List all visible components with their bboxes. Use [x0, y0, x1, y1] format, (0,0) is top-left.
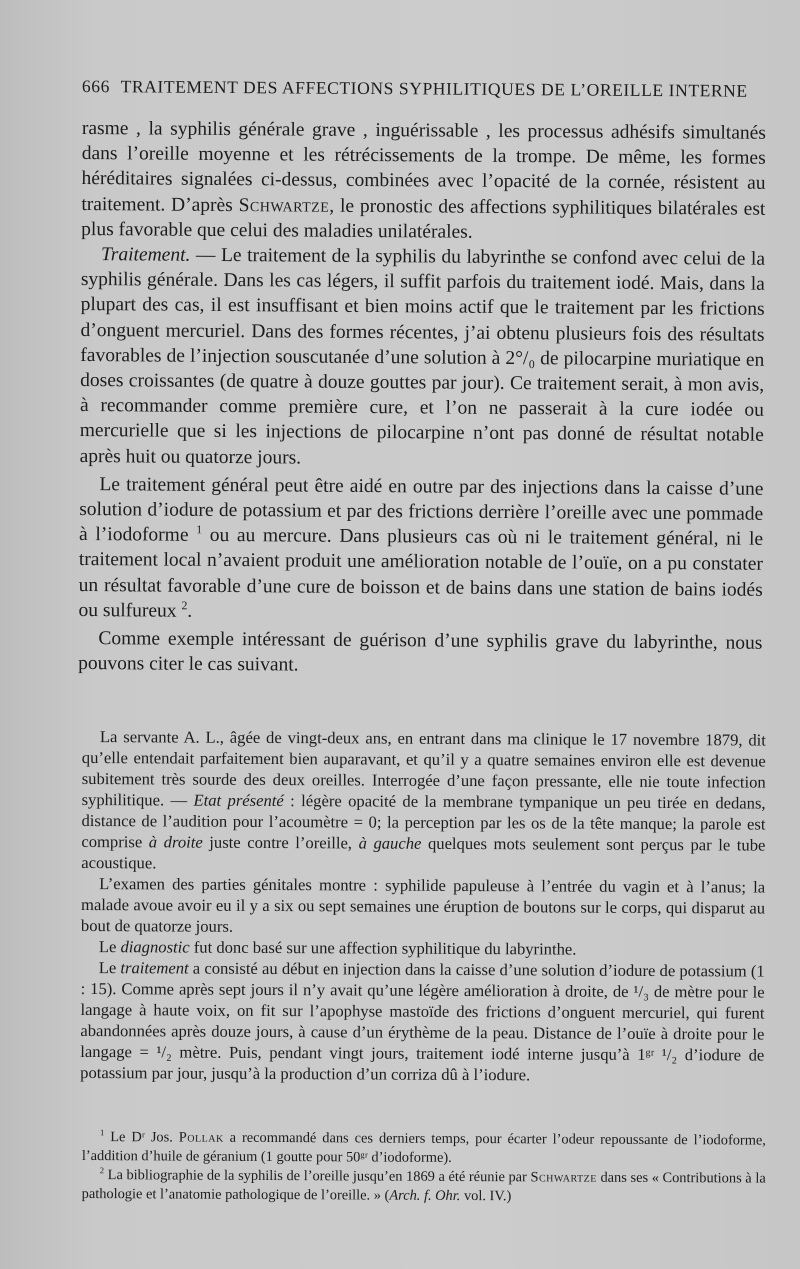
running-title: TRAITEMENT DES AFFECTIONS SYPHILITIQUES DE L’OREILLE INTERNE — [120, 76, 748, 101]
journal-title: Arch. f. Ohr. — [389, 1187, 461, 1204]
italic-term: diagnostic — [120, 937, 190, 957]
text-run: quelques mots seulement sont perçus par le tube acoustique. — [81, 833, 766, 873]
text-run: ou au mercure. Dans plusieurs cas où ni le traitement général, ni le traitement local n’avaient produit une amélioration notable de l’ouïe, on a pu constater un résultat favorable d’une cure de boisson et de bains dans une station de bains iodés ou sulfureux — [78, 525, 764, 622]
text-run: — Le traitement de la syphilis du labyrinthe se confond avec celui de la syphilis générale. Dans les cas légers, il suffit parfois du traitement iodé. Mais, dans la plupart des cas, il est insuffisant et bien moins actif que le traitement par les frictions d’onguent mercuriel. Dans des formes récentes, j’ai obtenu plusieurs fois des résultats favorables de l’injection souscutanée d’une solution à 2°/₀ de pilocarpine muriatique en doses croissantes (de quatre à douze gouttes par jour). Ce traitement serait, à mon avis, à recommander comme première cure, et l’on ne passerait à la cure iodée ou mercurielle que si les injections de pilocarpine n’ont pas donné de résultat notable après huit ou quatorze jours. — [79, 244, 766, 469]
italic-term: traitement — [120, 958, 189, 978]
paragraph-prognosis — [81, 116, 766, 247]
footnote-mark: 1 — [99, 1127, 105, 1138]
paragraph-treatment — [80, 242, 766, 474]
footnote-ref-2: 2 — [181, 599, 188, 613]
running-header — [82, 76, 772, 102]
footnote-2 — [82, 1166, 766, 1208]
italic-term: à droite — [148, 832, 203, 852]
page-number: 666 — [81, 76, 111, 97]
text-run: vol. IV.) — [460, 1187, 512, 1205]
author-name: Schwartze — [238, 194, 330, 217]
case-report — [80, 726, 766, 1087]
footnote-1 — [82, 1128, 766, 1170]
text-run: Le Dʳ Jos. — [104, 1129, 179, 1146]
text-run: . — [187, 600, 193, 622]
italic-term: à gauche — [358, 833, 422, 853]
footnote-ref-1: 1 — [196, 523, 203, 537]
footnotes — [82, 1128, 766, 1208]
text-run: a recommandé dans ces derniers temps, pour écarter l’odeur repoussante de l’iodoforme, l’addition d’huile de géranium (1 goutte pour 50ᵍʳ d’iodoforme). — [81, 1129, 766, 1166]
text-run: fut donc basé sur une affection syphilitique du labyrinthe. — [189, 937, 577, 959]
case-paragraph-history — [81, 726, 766, 877]
text-run: dans ses « Contributions à la pathologie et l’anatomie pathologique de l’oreille. » ( — [81, 1169, 766, 1204]
text-run: La bibliographie de la syphilis de l’oreille jusqu’en 1869 a été réunie par — [104, 1167, 531, 1186]
section-label: Traitement. — [100, 244, 191, 266]
text-run: juste contre l’oreille, — [202, 832, 359, 853]
text-run: a consisté au début en injection dans la caisse d’une solution d’iodure de potassium (1 : 15). Comme après sept jours il n’y avait qu’une légère amélioration à droite, de ¹/₃ de mètre pour le langage à haute voix, on fit sur l’apophyse mastoïde des frictions d’onguent mercuriel, qui furent abandonnées après douze jours, à cause d’un érythème de la peau. Distance de l’ouïe à droite pour le langage = ¹/₂ mètre. Puis, pendant vingt jours, traitement iodé interne jusqu’à 1ᵍʳ ¹/₂ d’iodure de potassium par jour, jusqu’à la production d’un corriza dû à l’iodure. — [80, 958, 765, 1085]
italic-term: Etat présenté — [193, 790, 284, 811]
case-paragraph-treatment — [80, 957, 765, 1087]
text-run: : légère opacité de la membrane tympanique un peu tirée en dedans, distance de l’audition pour l’acoumètre = 0; la perception par les os de la tête manque; la parole est comprise — [81, 791, 766, 852]
case-paragraph-exam: L’examen des parties génitales montre : syphilide papuleuse à l’entrée du vagin et à l’anus; la malade avoue avoir eu il y a six ou sept semaines une éruption de boutons sur le corps, qui disparut au bout de quatorze jours. — [80, 874, 766, 936]
text-run: Le traitement général peut être aidé en outre par des injections dans la caisse d’une solution d’iodure de potassium et par des frictions derrière l’oreille avec une pommade à l’iodoforme — [79, 473, 764, 547]
text-run: Le — [98, 937, 121, 957]
main-text — [78, 116, 766, 681]
text-run: , le pronostic des affections syphilitiques bilatérales est plus favorable que celui des maladies unilatérales. — [81, 195, 766, 243]
author-name: Schwartze — [530, 1169, 597, 1186]
text-run: La servante A. L., âgée de vingt-deux ans, en entrant dans ma clinique le 17 novembre 1879, dit qu’elle entendait parfaitement bien auparavant, et qu’il y a quatre semaines environ elle est devenue subitement très sourde des deux oreilles. Interrogée d’une façon pressante, elle nie toute infection syphilitique. — — [81, 727, 766, 810]
text-run: Le — [98, 958, 121, 978]
footnote-mark: 2 — [99, 1165, 105, 1176]
author-name: Pollak — [178, 1129, 224, 1146]
paragraph-local-treatment — [78, 472, 763, 628]
paragraph-example-intro: Comme exemple intéressant de guérison d’une syphilis grave du labyrinthe, nous pouvons citer le cas suivant. — [78, 628, 763, 676]
text-run: rasme , la syphilis générale grave , inguérissable , les processus adhésifs simultanés dans l’oreille moyenne et les rétrécissements de la trompe. De même, les formes héréditaires signalées ci-dessus, combinées avec l’opacité de la cornée, résistent au traitement. D’après — [81, 117, 766, 216]
